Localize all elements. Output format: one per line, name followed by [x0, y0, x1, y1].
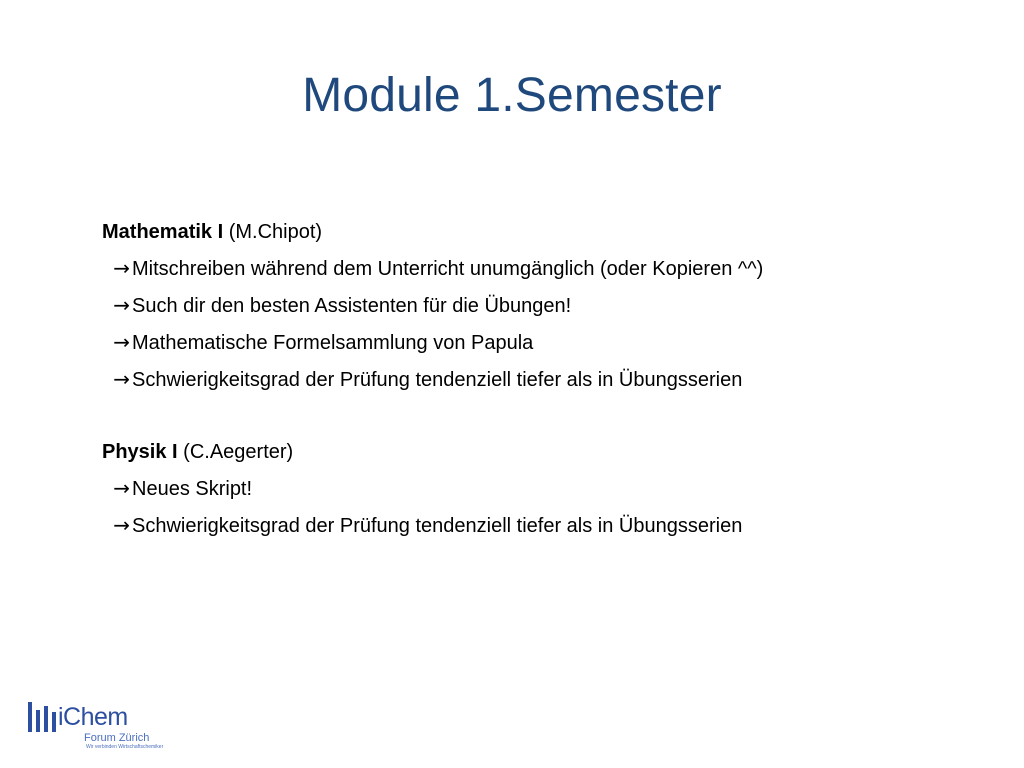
arrow-right-icon: →: [113, 256, 130, 280]
section-lecturer: (C.Aegerter): [177, 441, 294, 463]
logo-bars-icon: [26, 700, 60, 732]
bullet-item: [102, 470, 962, 507]
bullet-text: Schwierigkeitsgrad der Prüfung tendenziell tiefer als in Übungsserien: [132, 515, 743, 537]
arrow-right-icon: →: [113, 367, 130, 391]
ichem-logo: [26, 696, 166, 756]
bullet-text: Mitschreiben während dem Unterricht unumgänglich (oder Kopieren ^^): [132, 258, 764, 280]
section-heading-physik: [102, 434, 962, 470]
arrow-right-icon: →: [113, 330, 130, 354]
logo-subtitle: Forum Zürich: [84, 732, 150, 744]
bullet-item: [102, 507, 962, 544]
bullet-text: Neues Skript!: [132, 478, 253, 500]
arrow-right-icon: →: [113, 476, 130, 500]
bullet-text: Schwierigkeitsgrad der Prüfung tendenziell tiefer als in Übungsserien: [132, 369, 743, 391]
section-spacer: [102, 398, 962, 434]
section-name: Mathematik I: [102, 221, 224, 243]
bullet-item: [102, 287, 962, 324]
bullet-item: [102, 324, 962, 361]
slide-content: [102, 214, 962, 544]
arrow-right-icon: →: [113, 513, 130, 537]
arrow-right-icon: →: [113, 293, 130, 317]
slide-title: Module 1.Semester: [302, 69, 722, 122]
logo-tagline: Wir verbinden Wirtschaftschemiker: [86, 744, 164, 750]
section-name: Physik I: [102, 441, 178, 463]
bullet-item: [102, 361, 962, 398]
bullet-text: Mathematische Formelsammlung von Papula: [132, 332, 534, 354]
section-lecturer: (M.Chipot): [223, 221, 323, 243]
section-heading-mathematik: [102, 214, 962, 250]
logo-wordmark: iChem: [58, 703, 128, 731]
bullet-item: [102, 250, 962, 287]
bullet-text: Such dir den besten Assistenten für die Übungen!: [132, 295, 572, 317]
